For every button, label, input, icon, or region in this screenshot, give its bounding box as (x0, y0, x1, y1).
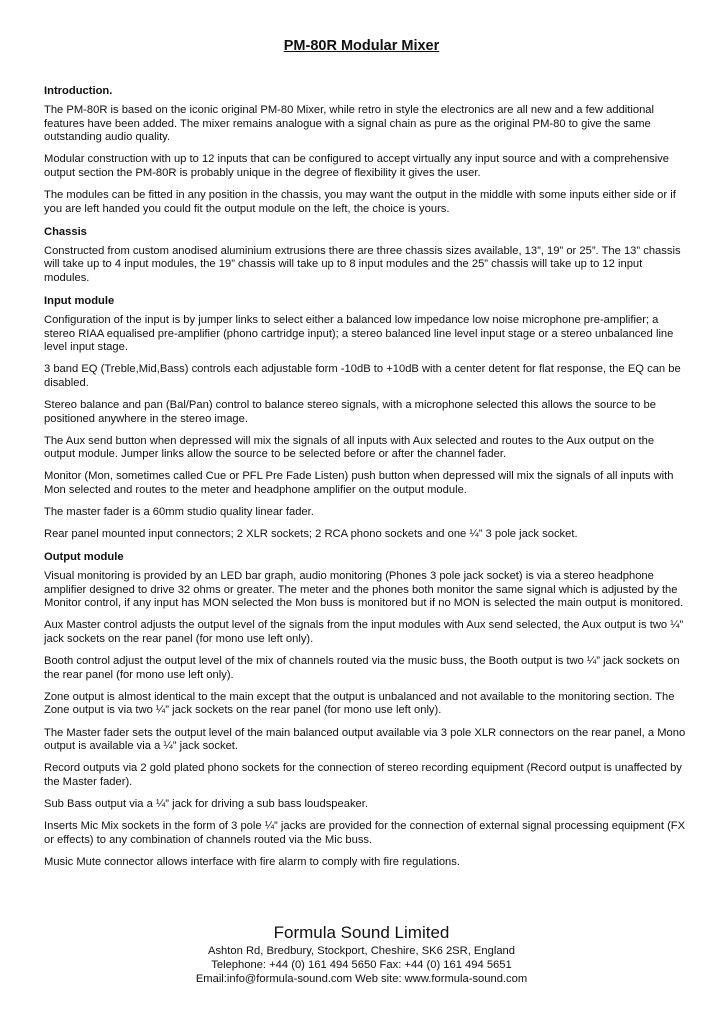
company-footer (0, 922, 723, 986)
paragraph: Rear panel mounted input connectors; 2 XLR sockets; 2 RCA phono sockets and one ¼” 3 pole jack socket. (44, 528, 578, 541)
paragraph: Record outputs via 2 gold plated phono sockets for the connection of stereo recording equipment (Record output is unaffected by the Master fader). (44, 762, 682, 788)
paragraph: The Aux send button when depressed will mix the signals of all inputs with Aux selected and routes to the Aux output on the output module. Jumper links allow the source to be selected before or after the channel fader. (44, 434, 655, 461)
paragraph: Constructed from custom anodised aluminium extrusions there are three chassis sizes available, 13”, 19” or 25”. The 13” chassis will take up to 4 input modules, the 19” chassis will take up to 8 input modules and the 25” chassis will take up to 12 input modules. (44, 244, 681, 284)
company-address: Ashton Rd, Bredbury, Stockport, Cheshire, SK6 2SR, England (208, 945, 515, 957)
paragraph: Sub Bass output via a ¼” jack for driving a sub bass loudspeaker. (44, 797, 368, 810)
section-heading-introduction: Introduction. (44, 85, 113, 97)
paragraph: Monitor (Mon, sometimes called Cue or PFL Pre Fade Listen) push button when depressed will mix the signals of all inputs with Mon selected and routes to the meter and headphone amplifier on the output module. (44, 470, 674, 496)
section-heading-input-module: Input module (44, 294, 115, 307)
paragraph: The PM-80R is based on the iconic original PM-80 Mixer, while retro in style the electronics are all new and a few additional features have been added. The mixer remains analogue with a signal chain as pure as the original PM-80 to give the same outstanding audio quality. (44, 104, 655, 144)
paragraph: Music Mute connector allows interface with fire alarm to comply with fire regulations. (44, 855, 460, 868)
paragraph: Booth control adjust the output level of the mix of channels routed via the music buss, the Booth output is two ¼” jack sockets on the rear panel (for mono use left only). (44, 655, 680, 681)
company-phone: Telephone: +44 (0) 161 494 5650 Fax: +44 (0) 161 494 5651 (211, 958, 512, 971)
paragraph: 3 band EQ (Treble,Mid,Bass) controls each adjustable form -10dB to +10dB with a center detent for flat response, the EQ can be disabled. (44, 363, 681, 389)
paragraph: The master fader is a 60mm studio quality linear fader. (44, 505, 314, 518)
section-heading-chassis: Chassis (44, 225, 87, 238)
company-name: Formula Sound Limited (273, 923, 450, 942)
paragraph: Zone output is almost identical to the main except that the output is unbalanced and not available to the monitoring section. The Zone output is via two ¼” jack sockets on the rear panel (for mono use left only). (44, 690, 675, 717)
paragraph: Stereo balance and pan (Bal/Pan) control to balance stereo signals, with a microphone selected this allows the source to be positioned anywhere in the stereo image. (44, 398, 656, 425)
paragraph: Configuration of the input is by jumper links to select either a balanced low impedance low noise microphone pre-amplifier; a stereo RIAA equalised pre-amplifier (phono cartridge input); a stereo balanced line level input stage or a stereo unbalanced line level input stage. (44, 313, 674, 354)
paragraph: Inserts Mic Mix sockets in the form of 3 pole ¼” jacks are provided for the connection of external signal processing equipment (FX or effects) to any combination of channels routed via the Mic buss. (44, 819, 686, 846)
company-web: Email:info@formula-sound.com Web site: www.formula-sound.com (195, 972, 528, 985)
paragraph: The Master fader sets the output level of the main balanced output available via 3 pole XLR connectors on the rear panel, a Mono output is available via a ¼” jack socket. (44, 726, 686, 753)
section-heading-output-module: Output module (44, 551, 124, 564)
document-body (44, 84, 686, 878)
paragraph: The modules can be fitted in any position in the chassis, you may want the output in the middle with some inputs either side or if you are left handed you could fit the output module on the left, the choice is yours. (44, 188, 676, 215)
paragraph: Aux Master control adjusts the output level of the signals from the input modules with Aux send selected, the Aux output is two ¼” jack sockets on the rear panel (for mono use left only). (44, 619, 684, 646)
paragraph: Visual monitoring is provided by an LED bar graph, audio monitoring (Phones 3 pole jack socket) is via a stereo headphone amplifier designed to drive 32 ohms or greater. The meter and the phones both monitor the same signal which is adjusted by the Monitor control, if any input has MON selected the Mon buss is monitored but if no MON is selected the main output is monitored. (44, 570, 684, 610)
paragraph: Modular construction with up to 12 inputs that can be configured to accept virtually any input source and with a comprehensive output section the PM-80R is probably unique in the degree of flexibility it gives the user. (44, 153, 669, 179)
page-title: PM-80R Modular Mixer (283, 38, 440, 54)
